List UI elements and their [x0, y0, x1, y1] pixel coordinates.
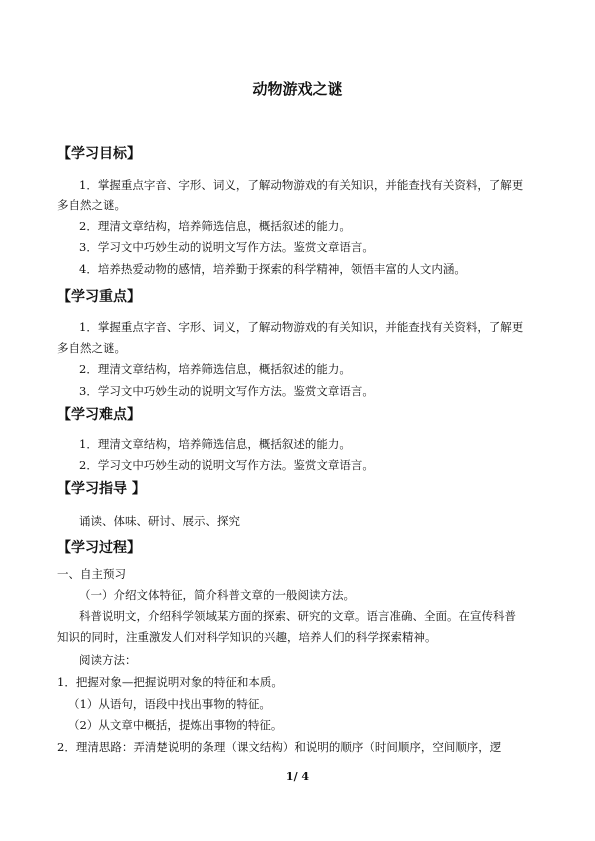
page-number: 1/ 4 [285, 770, 310, 783]
process-line-7: （1）从语句，语段中找出事物的特征。 [68, 697, 271, 711]
key-point-line-2: 多自然之谜。 [57, 341, 126, 355]
heading-guidance: 【学习指导 】 [57, 481, 146, 497]
guidance-line-1: 诵读、体味、研讨、展示、探究 [79, 514, 240, 528]
heading-process: 【学习过程】 [57, 540, 141, 556]
heading-key-points: 【学习重点】 [57, 289, 141, 305]
page-title: 动物游戏之谜 [252, 80, 343, 98]
key-point-line-4: 3．学习文中巧妙生动的说明文写作方法。鉴赏文章语言。 [79, 384, 374, 398]
goal-line-5: 4．培养热爱动物的感情，培养勤于探索的科学精神，领悟丰富的人文内涵。 [79, 262, 466, 276]
process-line-9: 2．理清思路：弄清楚说明的条理（课文结构）和说明的顺序（时间顺序，空间顺序，逻 [57, 740, 502, 754]
process-line-8: （2）从文章中概括，提炼出事物的特征。 [68, 718, 283, 732]
process-line-5: 阅读方法： [79, 653, 137, 667]
process-line-2: （一）介绍文体特征，简介科普文章的一般阅读方法。 [79, 588, 355, 602]
difficulty-line-2: 2．学习文中巧妙生动的说明文写作方法。鉴赏文章语言。 [79, 458, 374, 472]
goal-line-2: 多自然之谜。 [57, 198, 126, 212]
process-line-4: 知识的同时，注重激发人们对科学知识的兴趣，培养人们的科学探索精神。 [57, 630, 437, 644]
process-line-1: 一、自主预习 [57, 567, 126, 581]
process-line-6: 1．把握对象—把握说明对象的特征和本质。 [57, 675, 283, 689]
goal-line-3: 2．理清文章结构，培养筛选信息，概括叙述的能力。 [79, 219, 351, 233]
key-point-line-3: 2．理清文章结构，培养筛选信息，概括叙述的能力。 [79, 362, 351, 376]
process-line-3: 科普说明文，介绍科学领域某方面的探索、研究的文章。语言准确、全面。在宣传科普 [79, 609, 516, 623]
heading-goals: 【学习目标】 [57, 146, 141, 162]
goal-line-4: 3．学习文中巧妙生动的说明文写作方法。鉴赏文章语言。 [79, 240, 374, 254]
difficulty-line-1: 1．理清文章结构，培养筛选信息，概括叙述的能力。 [79, 437, 351, 451]
heading-difficulties: 【学习难点】 [57, 407, 141, 423]
key-point-line-1: 1．掌握重点字音、字形、词义，了解动物游戏的有关知识，并能查找有关资料，了解更 [79, 320, 524, 334]
goal-line-1: 1．掌握重点字音、字形、词义，了解动物游戏的有关知识，并能查找有关资料，了解更 [79, 178, 524, 192]
